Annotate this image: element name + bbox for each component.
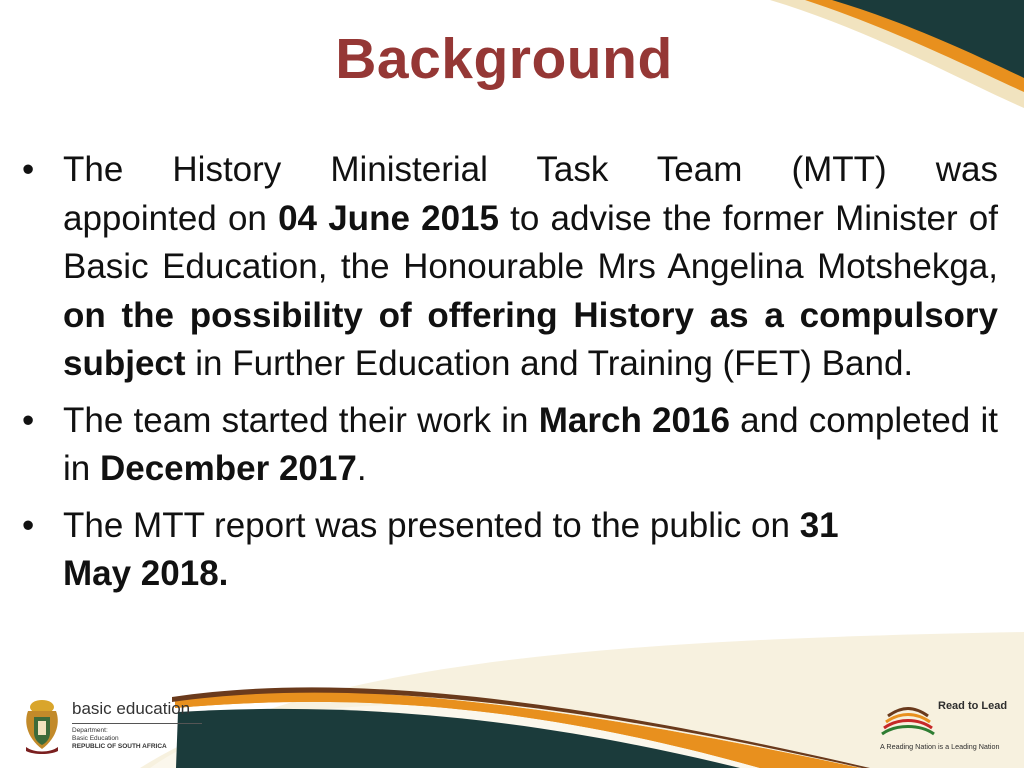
text-run-bold: on the possibility of offering History as a compulsory subject [63, 295, 998, 383]
bullet-1-first-line: The History Ministerial Task Team (MTT) was [63, 150, 998, 189]
text-run-bold: March 2016 [538, 400, 730, 440]
bullet-3-line-2: May 2018. [63, 554, 229, 593]
text-run: to advise the former Minister of Basic Education, the Honourable Mrs Angelina Motshekga, [63, 198, 998, 286]
bullet-item-1 [22, 146, 998, 389]
read-to-lead-tagline: A Reading Nation is a Leading Nation [880, 742, 1000, 751]
bullet-item-2 [22, 397, 998, 494]
text-run-bold: 04 June 2015 [278, 198, 499, 238]
bullet-item-3 [22, 502, 998, 599]
coat-of-arms-icon [20, 697, 64, 755]
open-book-icon [878, 698, 938, 740]
bullet-1-body [63, 195, 998, 389]
dept-line-3: REPUBLIC OF SOUTH AFRICA [72, 743, 167, 750]
org-name: basic education [72, 699, 191, 718]
logo-divider [72, 723, 202, 724]
bullet-marker: • [22, 150, 35, 189]
text-run: . [356, 449, 367, 488]
dept-line-1: Department: [72, 727, 108, 734]
department-logo [20, 697, 191, 760]
dept-line-2: Basic Education [72, 735, 119, 742]
bullet-list [22, 146, 998, 607]
bullet-2-body [63, 397, 998, 494]
text-run: and completed it in [63, 400, 998, 488]
text-run: The team started their work in [63, 400, 539, 440]
bullet-marker: • [22, 400, 35, 440]
slide-title: Background [335, 27, 673, 91]
text-run: appointed on [63, 198, 279, 238]
read-to-lead-logo [876, 696, 1016, 760]
text-run-bold: 31 [799, 505, 839, 545]
text-run: in Further Education and Training (FET) Band. [185, 344, 914, 383]
bullet-3-line-1 [63, 502, 998, 551]
text-run: The MTT report was presented to the public on [63, 505, 800, 545]
text-run-bold: December 2017 [99, 449, 357, 488]
read-to-lead-heading: Read to Lead [938, 700, 1008, 712]
bullet-marker: • [22, 505, 35, 545]
